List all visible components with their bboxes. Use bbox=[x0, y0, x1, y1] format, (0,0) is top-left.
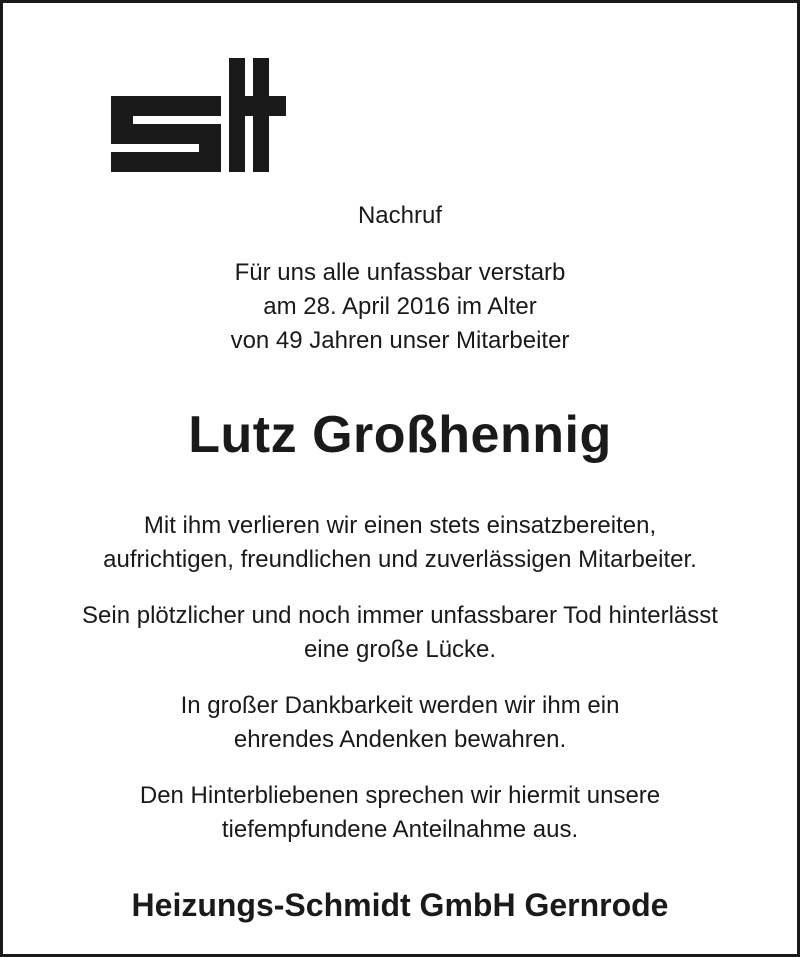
company-logo-icon bbox=[111, 58, 286, 173]
paragraph-line: Den Hinterbliebenen sprechen wir hiermit unsere bbox=[139, 782, 661, 809]
intro-line: von 49 Jahren unser Mitarbeiter bbox=[230, 327, 570, 354]
paragraph-line: aufrichtigen, freundlichen und zuverlässigen Mitarbeiter. bbox=[103, 546, 697, 573]
heading-block bbox=[3, 199, 797, 233]
paragraph bbox=[3, 689, 797, 757]
paragraph-line: Mit ihm verlieren wir einen stets einsatzbereiten, bbox=[143, 512, 657, 539]
intro-line: am 28. April 2016 im Alter bbox=[263, 293, 537, 320]
intro-line: Für uns alle unfassbar verstarb bbox=[234, 259, 566, 286]
paragraph-line: ehrendes Andenken bewahren. bbox=[233, 726, 567, 753]
paragraph-line: tiefempfundene Anteilnahme aus. bbox=[221, 816, 579, 843]
notice-heading: Nachruf bbox=[357, 202, 443, 229]
paragraph bbox=[3, 599, 797, 667]
company-signature: Heizungs-Schmidt GmbH Gernrode bbox=[131, 887, 669, 923]
intro-text bbox=[3, 256, 797, 358]
paragraph-line: In großer Dankbarkeit werden wir ihm ein bbox=[180, 692, 620, 719]
deceased-name: Lutz Großhennig bbox=[188, 406, 612, 464]
paragraph bbox=[3, 779, 797, 847]
paragraph bbox=[3, 509, 797, 577]
paragraph-line: eine große Lücke. bbox=[303, 636, 497, 663]
paragraph-line: Sein plötzlicher und noch immer unfassbarer Tod hinterlässt bbox=[82, 602, 718, 629]
